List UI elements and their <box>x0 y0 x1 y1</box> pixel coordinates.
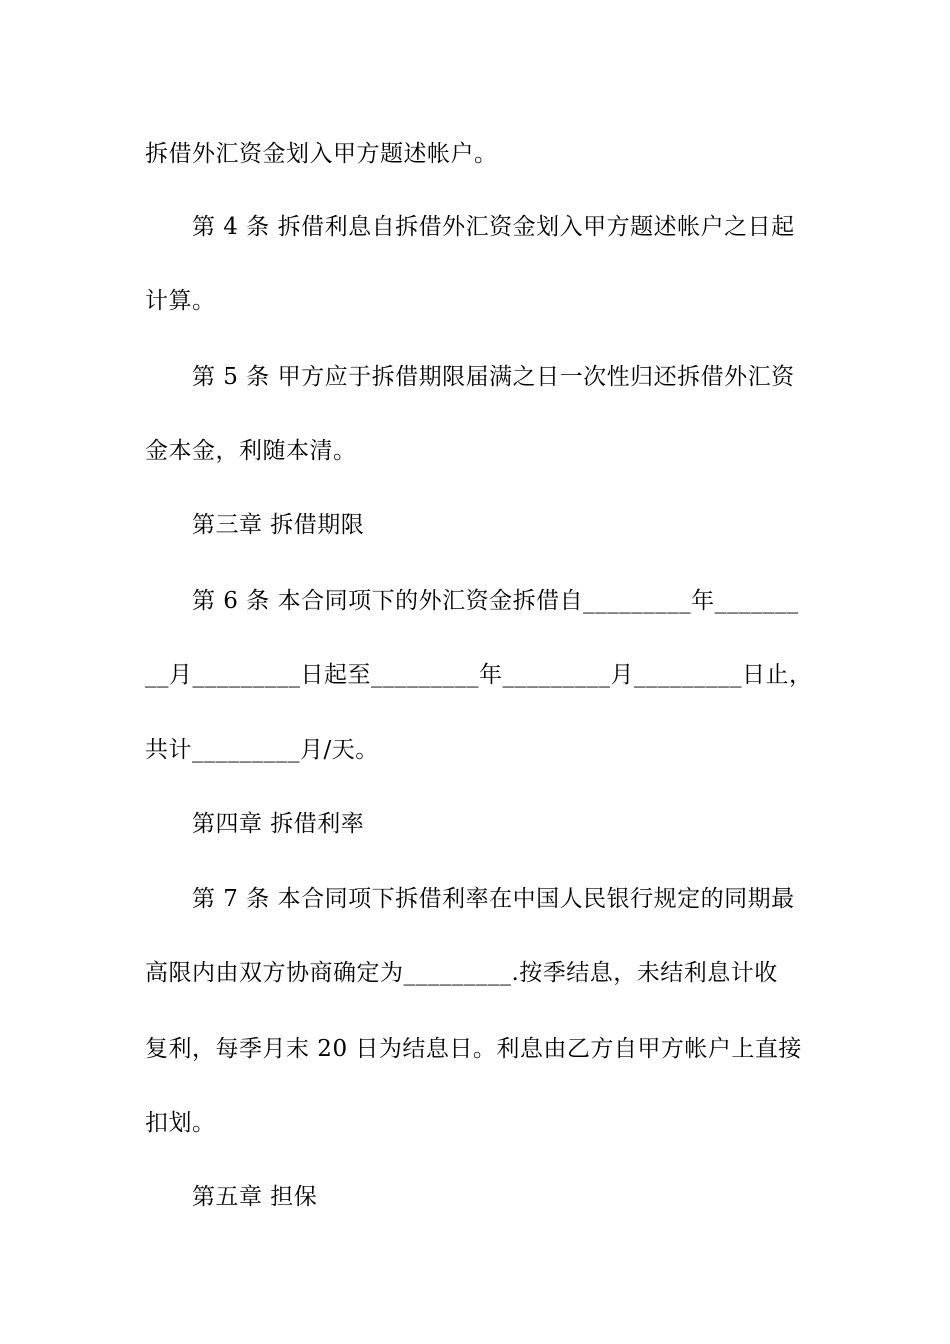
chapter-3-heading: 第三章 拆借期限 <box>192 512 365 538</box>
paragraph-line: __月_________日起至_________年_________月_________日止， <box>145 662 813 688</box>
paragraph-line: 高限内由双方协商确定为_________.按季结息，未结利息计收 <box>145 960 778 986</box>
article-6-line: 第 6 条 本合同项下的外汇资金拆借自_________年_______ <box>192 588 799 614</box>
article-5-line: 第 5 条 甲方应于拆借期限届满之日一次性归还拆借外汇资 <box>192 364 795 390</box>
paragraph-line: 金本金，利随本清。 <box>145 438 357 464</box>
article-7-line: 第 7 条 本合同项下拆借利率在中国人民银行规定的同期最 <box>192 886 795 912</box>
chapter-4-heading: 第四章 拆借利率 <box>192 811 365 837</box>
paragraph-line: 拆借外汇资金划入甲方题述帐户。 <box>145 141 498 167</box>
chapter-5-heading: 第五章 担保 <box>192 1184 318 1210</box>
paragraph-line: 扣划。 <box>145 1110 216 1136</box>
paragraph-line: 复利，每季月末 20 日为结息日。利息由乙方自甲方帐户上直接 <box>145 1036 802 1062</box>
paragraph-line: 共计_________月/天。 <box>145 737 379 763</box>
article-4-line: 第 4 条 拆借利息自拆借外汇资金划入甲方题述帐户之日起 <box>192 214 795 240</box>
paragraph-line: 计算。 <box>145 288 216 314</box>
